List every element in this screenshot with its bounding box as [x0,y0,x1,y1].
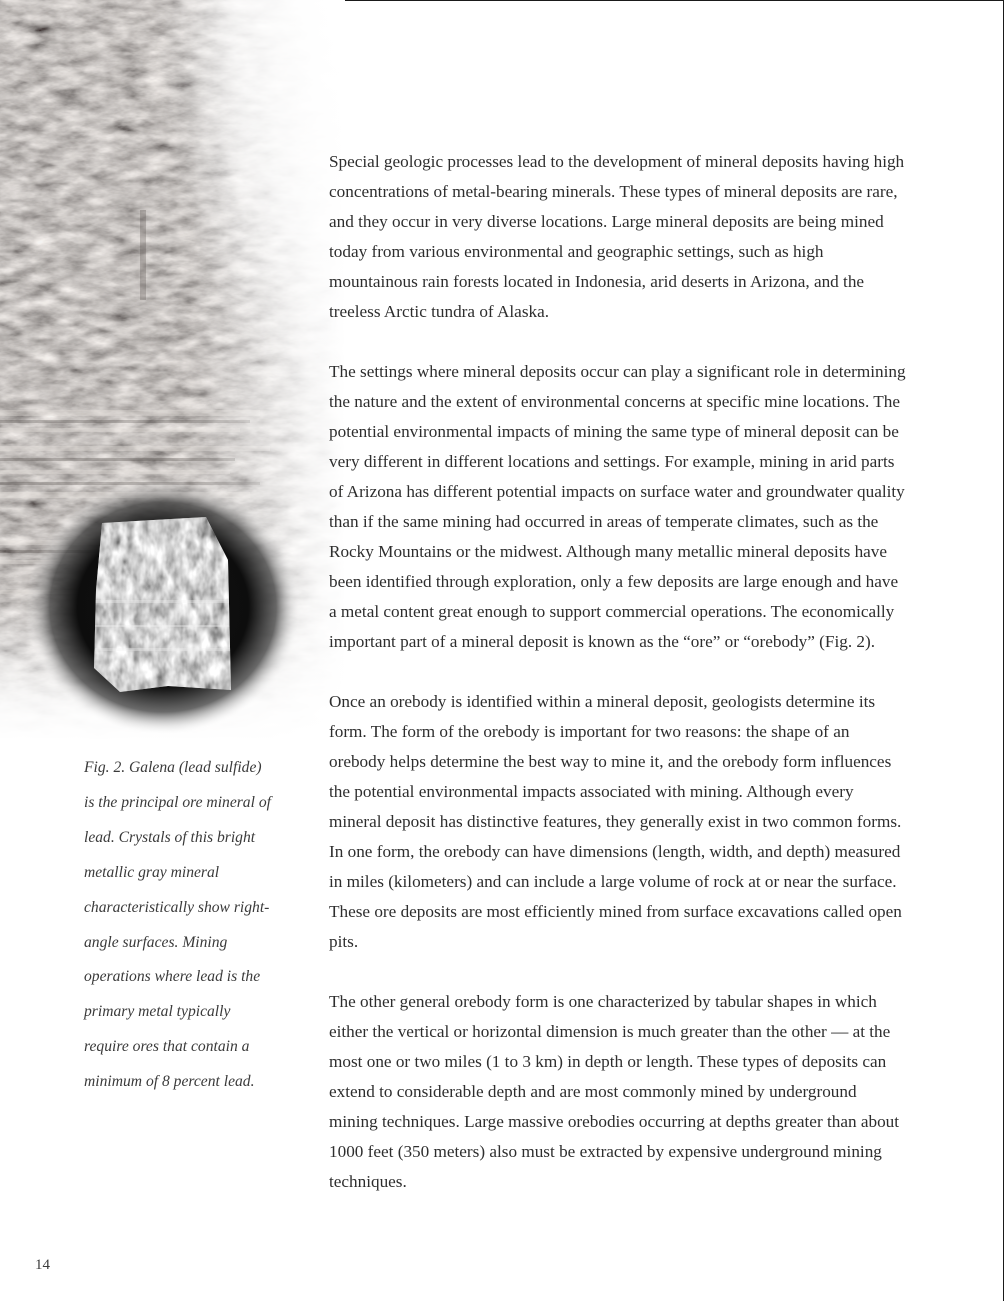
galena-crystal-photo [0,0,345,740]
body-text [329,147,909,1227]
paragraph: Once an orebody is identified within a mineral deposit, geologists determine its form. The form of the orebody is important for two reasons: the shape of an orebody helps determine the best way to mine it, and the orebody form influences the potential environmental impacts associated with mining. Although every mineral deposit has distinctive features, they generally exist in two common forms. In one form, the orebody can have dimensions (length, width, and depth) measured in miles (kilometers) and can include a large volume of rock at or near the surface. These ore deposits are most efficiently mined from surface excavations called open pits. [329,692,902,951]
paragraph: The other general orebody form is one characterized by tabular shapes in which either the vertical or horizontal dimension is much greater than the other — at the most one or two miles (1 to 3 km) in depth or length. These types of deposits can extend to considerable depth and are most commonly mined by underground mining techniques. Large massive orebodies occurring at depths greater than about 1000 feet (350 meters) also must be extracted by expensive underground mining techniques. [329,992,900,1191]
page-number: 14 [35,1257,50,1273]
paragraph: The settings where mineral deposits occur can play a significant role in determining the nature and the extent of environmental concerns at specific mine locations. The potential environmental impacts of mining the same type of mineral deposit can be very different in different locations and settings. For example, mining in arid parts of Arizona has different potential impacts on surface water and groundwater quality than if the same mining had occurred in areas of temperate climates, such as the Rocky Mountains or the midwest. Although many metallic mineral deposits have been identified through exploration, only a few deposits are large enough and have a metal content great enough to support commercial operations. The economically important part of a mineral deposit is known as the “ore” or “orebody” (Fig. 2). [329,362,906,651]
paragraph: Special geologic processes lead to the development of mineral deposits having high concentrations of metal-bearing minerals. These types of mineral deposits are rare, and they occur in very diverse locations. Large mineral deposits are being mined today from various environmental and geographic settings, such as high mountainous rain forests located in Indonesia, arid deserts in Arizona, and the treeless Arctic tundra of Alaska. [329,152,905,321]
figure-caption: Fig. 2. Galena (lead sulfide) is the principal ore mineral of lead. Crystals of this bright metallic gray mineral characteristically show right-angle surfaces. Mining operations where lead is the primary metal typically require ores that contain a minimum of 8 percent lead. [84,759,271,1091]
